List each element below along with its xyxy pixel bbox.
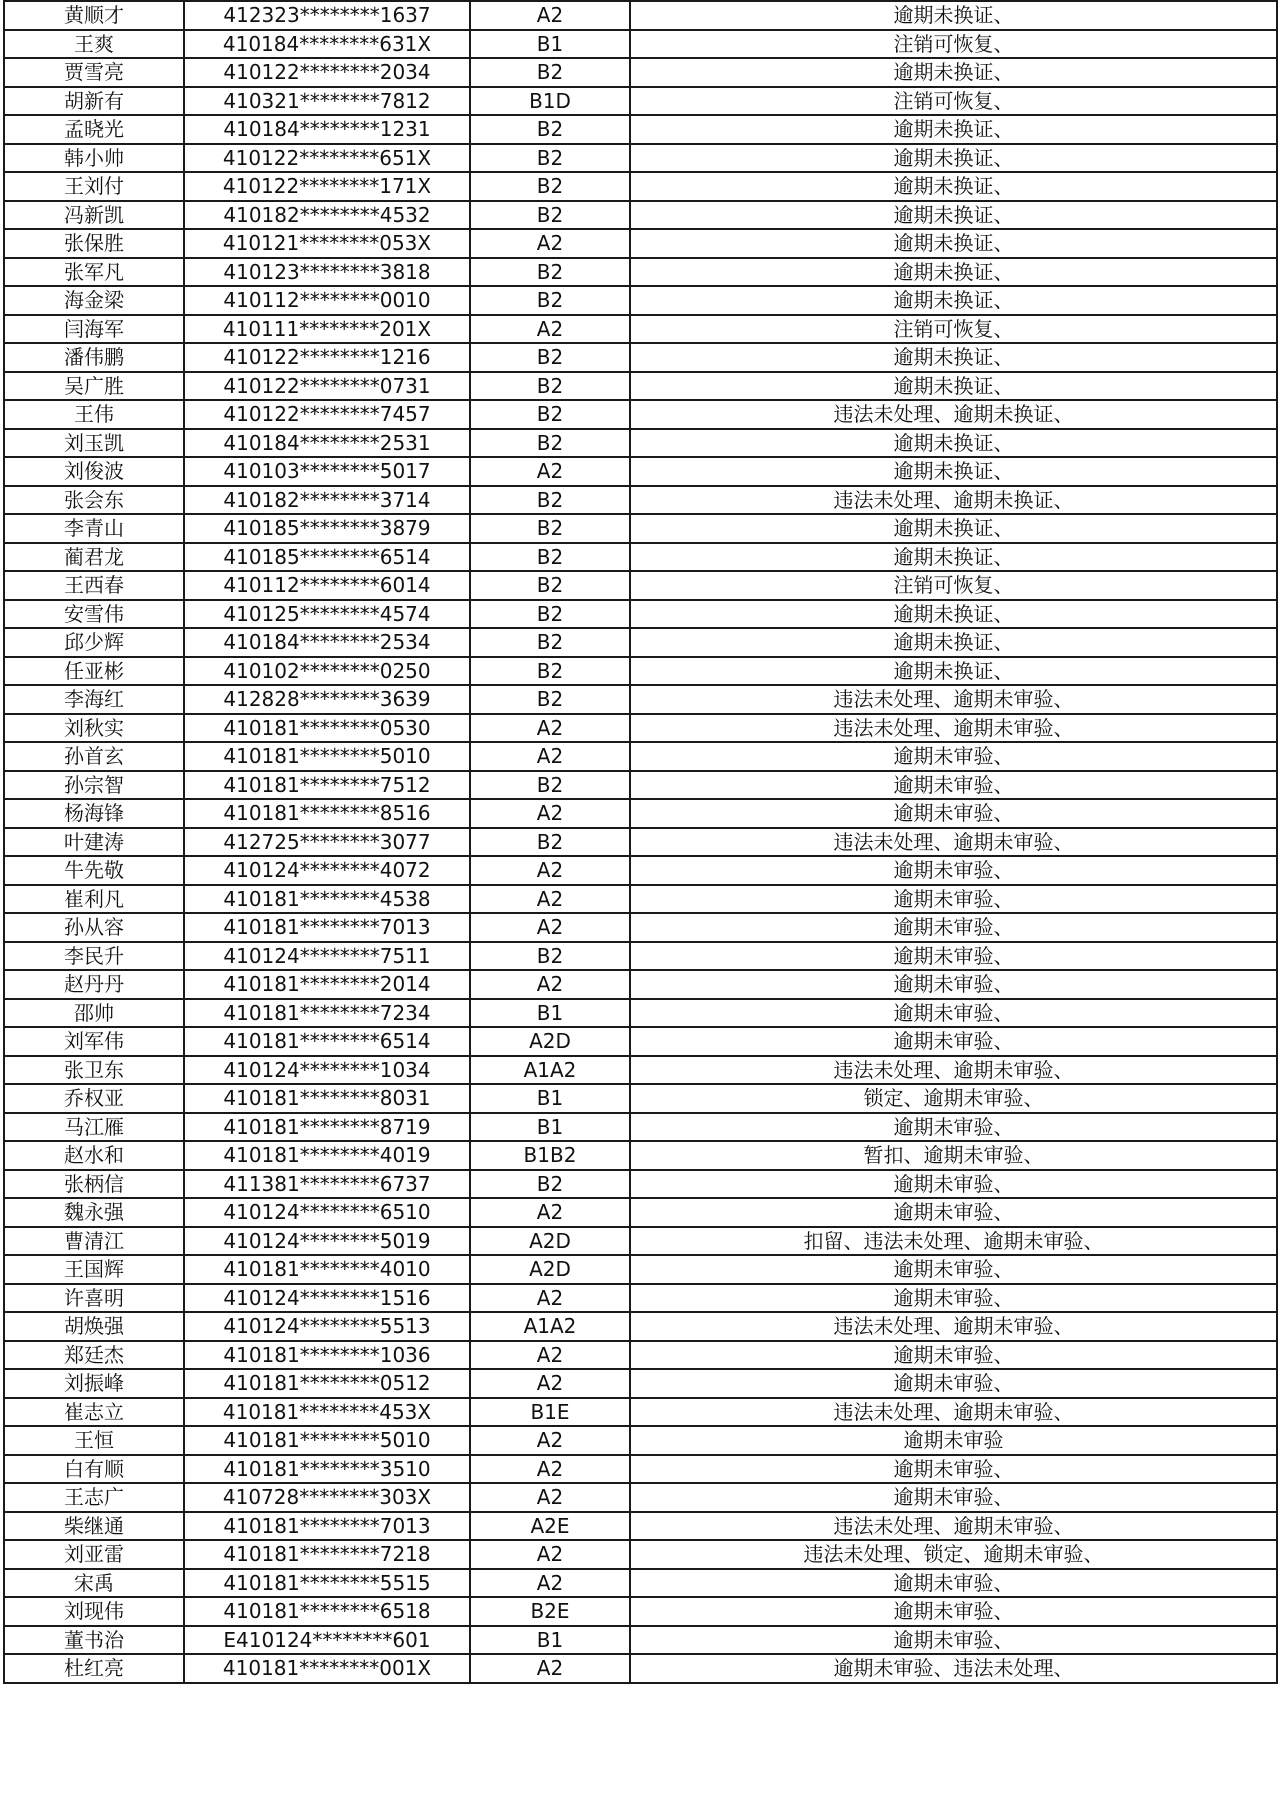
id-number-cell: 410181********4538 <box>184 885 470 914</box>
license-class-cell: B2 <box>470 429 630 458</box>
status-cell: 违法未处理、逾期未审验、 <box>630 1398 1277 1427</box>
status-cell: 暂扣、逾期未审验、 <box>630 1141 1277 1170</box>
name-cell: 王志广 <box>4 1483 184 1512</box>
status-cell: 逾期未审验、 <box>630 942 1277 971</box>
table-row <box>4 372 1277 401</box>
status-cell: 逾期未换证、 <box>630 600 1277 629</box>
name-cell: 潘伟鹏 <box>4 343 184 372</box>
license-class-cell: A2 <box>470 742 630 771</box>
table-row <box>4 1369 1277 1398</box>
name-cell: 孙宗智 <box>4 771 184 800</box>
name-cell: 张会东 <box>4 486 184 515</box>
table-row <box>4 1597 1277 1626</box>
table-row <box>4 286 1277 315</box>
status-cell: 违法未处理、逾期未换证、 <box>630 400 1277 429</box>
table-row <box>4 1426 1277 1455</box>
status-cell: 逾期未审验、 <box>630 799 1277 828</box>
table-row <box>4 1255 1277 1284</box>
license-class-cell: A2D <box>470 1255 630 1284</box>
table-row <box>4 999 1277 1028</box>
name-cell: 张保胜 <box>4 229 184 258</box>
id-number-cell: 412725********3077 <box>184 828 470 857</box>
table-row <box>4 657 1277 686</box>
id-number-cell: 410181********7218 <box>184 1540 470 1569</box>
name-cell: 王刘付 <box>4 172 184 201</box>
status-cell: 逾期未换证、 <box>630 172 1277 201</box>
license-class-cell: A2D <box>470 1027 630 1056</box>
status-cell: 逾期未审验、违法未处理、 <box>630 1654 1277 1683</box>
id-number-cell: 410181********4019 <box>184 1141 470 1170</box>
status-cell: 逾期未审验、 <box>630 1455 1277 1484</box>
name-cell: 王国辉 <box>4 1255 184 1284</box>
id-number-cell: 410121********053X <box>184 229 470 258</box>
table-row <box>4 1626 1277 1655</box>
table-row <box>4 1198 1277 1227</box>
name-cell: 吴广胜 <box>4 372 184 401</box>
name-cell: 刘秋实 <box>4 714 184 743</box>
status-cell: 逾期未换证、 <box>630 429 1277 458</box>
id-number-cell: 410182********4532 <box>184 201 470 230</box>
license-class-cell: A2 <box>470 1426 630 1455</box>
name-cell: 邵帅 <box>4 999 184 1028</box>
id-number-cell: 410124********1516 <box>184 1284 470 1313</box>
license-class-cell: B2 <box>470 486 630 515</box>
name-cell: 任亚彬 <box>4 657 184 686</box>
table-row <box>4 1569 1277 1598</box>
status-cell: 违法未处理、逾期未审验、 <box>630 1056 1277 1085</box>
status-cell: 逾期未审验、 <box>630 885 1277 914</box>
status-cell: 逾期未换证、 <box>630 229 1277 258</box>
license-class-cell: A2D <box>470 1227 630 1256</box>
name-cell: 王爽 <box>4 30 184 59</box>
status-cell: 逾期未换证、 <box>630 457 1277 486</box>
license-class-cell: B1B2 <box>470 1141 630 1170</box>
license-class-cell: B2 <box>470 400 630 429</box>
status-cell: 逾期未换证、 <box>630 372 1277 401</box>
table-row <box>4 229 1277 258</box>
status-cell: 注销可恢复、 <box>630 30 1277 59</box>
table-row <box>4 1341 1277 1370</box>
status-cell: 逾期未审验、 <box>630 1113 1277 1142</box>
table-row <box>4 742 1277 771</box>
license-class-cell: B2 <box>470 543 630 572</box>
status-cell: 注销可恢复、 <box>630 87 1277 116</box>
status-cell: 锁定、逾期未审验、 <box>630 1084 1277 1113</box>
table-row <box>4 457 1277 486</box>
table-row <box>4 115 1277 144</box>
status-cell: 逾期未换证、 <box>630 628 1277 657</box>
name-cell: 崔利凡 <box>4 885 184 914</box>
name-cell: 乔权亚 <box>4 1084 184 1113</box>
id-number-cell: 410184********2531 <box>184 429 470 458</box>
name-cell: 郑廷杰 <box>4 1341 184 1370</box>
name-cell: 闫海军 <box>4 315 184 344</box>
license-class-cell: B2E <box>470 1597 630 1626</box>
name-cell: 赵丹丹 <box>4 970 184 999</box>
name-cell: 孙首玄 <box>4 742 184 771</box>
table-row <box>4 258 1277 287</box>
license-status-table <box>3 0 1278 1684</box>
name-cell: 张军凡 <box>4 258 184 287</box>
table-row <box>4 1170 1277 1199</box>
license-class-cell: A2 <box>470 1483 630 1512</box>
status-cell: 违法未处理、逾期未审验、 <box>630 1512 1277 1541</box>
license-class-cell: B2 <box>470 372 630 401</box>
name-cell: 张柄信 <box>4 1170 184 1199</box>
table-row <box>4 486 1277 515</box>
id-number-cell: 410181********5515 <box>184 1569 470 1598</box>
table-row <box>4 1654 1277 1683</box>
license-class-cell: A2 <box>470 1455 630 1484</box>
name-cell: 刘玉凯 <box>4 429 184 458</box>
license-class-cell: A1A2 <box>470 1312 630 1341</box>
table-row <box>4 885 1277 914</box>
table-row <box>4 1227 1277 1256</box>
status-cell: 逾期未换证、 <box>630 144 1277 173</box>
id-number-cell: 410181********8719 <box>184 1113 470 1142</box>
status-cell: 逾期未换证、 <box>630 514 1277 543</box>
name-cell: 蔺君龙 <box>4 543 184 572</box>
license-class-cell: B2 <box>470 1170 630 1199</box>
name-cell: 刘俊波 <box>4 457 184 486</box>
table-row <box>4 600 1277 629</box>
status-cell: 逾期未审验、 <box>630 1170 1277 1199</box>
id-number-cell: 410181********7234 <box>184 999 470 1028</box>
name-cell: 冯新凯 <box>4 201 184 230</box>
license-class-cell: A2 <box>470 1341 630 1370</box>
license-class-cell: A2 <box>470 1654 630 1683</box>
status-cell: 逾期未审验、 <box>630 771 1277 800</box>
license-class-cell: A2 <box>470 970 630 999</box>
table-row <box>4 343 1277 372</box>
status-cell: 违法未处理、锁定、逾期未审验、 <box>630 1540 1277 1569</box>
name-cell: 胡焕强 <box>4 1312 184 1341</box>
table-row <box>4 201 1277 230</box>
status-cell: 逾期未审验、 <box>630 1284 1277 1313</box>
id-number-cell: 410182********3714 <box>184 486 470 515</box>
id-number-cell: 410124********7511 <box>184 942 470 971</box>
status-cell: 逾期未换证、 <box>630 343 1277 372</box>
license-class-cell: B2 <box>470 343 630 372</box>
id-number-cell: 410112********6014 <box>184 571 470 600</box>
name-cell: 胡新有 <box>4 87 184 116</box>
name-cell: 马江雁 <box>4 1113 184 1142</box>
table-row <box>4 1398 1277 1427</box>
name-cell: 刘现伟 <box>4 1597 184 1626</box>
id-number-cell: 410181********1036 <box>184 1341 470 1370</box>
name-cell: 邱少辉 <box>4 628 184 657</box>
id-number-cell: 410111********201X <box>184 315 470 344</box>
id-number-cell: 410181********5010 <box>184 1426 470 1455</box>
table-row <box>4 942 1277 971</box>
id-number-cell: 410124********5513 <box>184 1312 470 1341</box>
table-row <box>4 58 1277 87</box>
name-cell: 刘亚雷 <box>4 1540 184 1569</box>
table-row <box>4 144 1277 173</box>
table-row <box>4 172 1277 201</box>
license-class-cell: A2 <box>470 229 630 258</box>
id-number-cell: 410122********2034 <box>184 58 470 87</box>
table-row <box>4 514 1277 543</box>
table-row <box>4 1056 1277 1085</box>
table-row <box>4 799 1277 828</box>
license-class-cell: B2 <box>470 942 630 971</box>
license-class-cell: A2 <box>470 1369 630 1398</box>
id-number-cell: 410124********5019 <box>184 1227 470 1256</box>
license-class-cell: A2 <box>470 1284 630 1313</box>
name-cell: 柴继通 <box>4 1512 184 1541</box>
table-body <box>4 1 1277 1683</box>
id-number-cell: 410181********453X <box>184 1398 470 1427</box>
status-cell: 逾期未换证、 <box>630 543 1277 572</box>
table-row <box>4 1540 1277 1569</box>
license-class-cell: B1 <box>470 1113 630 1142</box>
id-number-cell: 410321********7812 <box>184 87 470 116</box>
license-class-cell: B1E <box>470 1398 630 1427</box>
name-cell: 李海红 <box>4 685 184 714</box>
license-class-cell: B2 <box>470 685 630 714</box>
id-number-cell: 410181********0530 <box>184 714 470 743</box>
name-cell: 许喜明 <box>4 1284 184 1313</box>
id-number-cell: 410122********1216 <box>184 343 470 372</box>
status-cell: 扣留、违法未处理、逾期未审验、 <box>630 1227 1277 1256</box>
id-number-cell: 410122********651X <box>184 144 470 173</box>
name-cell: 安雪伟 <box>4 600 184 629</box>
name-cell: 杜红亮 <box>4 1654 184 1683</box>
name-cell: 黄顺才 <box>4 1 184 30</box>
id-number-cell: 410122********0731 <box>184 372 470 401</box>
id-number-cell: 410181********0512 <box>184 1369 470 1398</box>
license-class-cell: B1 <box>470 1626 630 1655</box>
id-number-cell: 410181********7013 <box>184 1512 470 1541</box>
license-class-cell: B1 <box>470 30 630 59</box>
name-cell: 魏永强 <box>4 1198 184 1227</box>
table-row <box>4 1312 1277 1341</box>
status-cell: 逾期未审验 <box>630 1426 1277 1455</box>
table-row <box>4 1027 1277 1056</box>
table-row <box>4 30 1277 59</box>
id-number-cell: 410181********5010 <box>184 742 470 771</box>
status-cell: 逾期未换证、 <box>630 58 1277 87</box>
license-class-cell: A2 <box>470 1 630 30</box>
table-row <box>4 571 1277 600</box>
status-cell: 逾期未审验、 <box>630 1626 1277 1655</box>
table-row <box>4 1141 1277 1170</box>
status-cell: 逾期未换证、 <box>630 115 1277 144</box>
license-class-cell: B2 <box>470 600 630 629</box>
name-cell: 董书治 <box>4 1626 184 1655</box>
table-row <box>4 429 1277 458</box>
id-number-cell: 410122********171X <box>184 172 470 201</box>
table-row <box>4 543 1277 572</box>
license-class-cell: B2 <box>470 514 630 543</box>
status-cell: 逾期未换证、 <box>630 258 1277 287</box>
status-cell: 注销可恢复、 <box>630 315 1277 344</box>
name-cell: 王伟 <box>4 400 184 429</box>
status-cell: 逾期未换证、 <box>630 286 1277 315</box>
status-cell: 逾期未审验、 <box>630 1569 1277 1598</box>
status-cell: 逾期未换证、 <box>630 201 1277 230</box>
id-number-cell: 410181********8516 <box>184 799 470 828</box>
table-row <box>4 315 1277 344</box>
id-number-cell: 410181********4010 <box>184 1255 470 1284</box>
license-class-cell: A2 <box>470 885 630 914</box>
table-row <box>4 970 1277 999</box>
table-row <box>4 685 1277 714</box>
license-class-cell: B2 <box>470 571 630 600</box>
license-class-cell: B1 <box>470 999 630 1028</box>
name-cell: 牛先敬 <box>4 856 184 885</box>
id-number-cell: 410185********6514 <box>184 543 470 572</box>
status-cell: 逾期未审验、 <box>630 742 1277 771</box>
id-number-cell: 410181********7013 <box>184 913 470 942</box>
name-cell: 曹清江 <box>4 1227 184 1256</box>
license-class-cell: A2 <box>470 856 630 885</box>
status-cell: 逾期未换证、 <box>630 657 1277 686</box>
name-cell: 崔志立 <box>4 1398 184 1427</box>
status-cell: 逾期未审验、 <box>630 913 1277 942</box>
table-row <box>4 628 1277 657</box>
table-row <box>4 87 1277 116</box>
license-class-cell: B1 <box>470 1084 630 1113</box>
table-row <box>4 1483 1277 1512</box>
table-row <box>4 1 1277 30</box>
table-row <box>4 1284 1277 1313</box>
license-class-cell: A2 <box>470 1198 630 1227</box>
status-cell: 逾期未审验、 <box>630 1198 1277 1227</box>
id-number-cell: 410181********6514 <box>184 1027 470 1056</box>
name-cell: 张卫东 <box>4 1056 184 1085</box>
status-cell: 逾期未审验、 <box>630 999 1277 1028</box>
status-cell: 违法未处理、逾期未审验、 <box>630 685 1277 714</box>
license-class-cell: B2 <box>470 628 630 657</box>
license-class-cell: A2 <box>470 913 630 942</box>
table-row <box>4 1113 1277 1142</box>
name-cell: 白有顺 <box>4 1455 184 1484</box>
license-class-cell: A1A2 <box>470 1056 630 1085</box>
license-class-cell: A2 <box>470 714 630 743</box>
license-class-cell: B2 <box>470 144 630 173</box>
id-number-cell: 410181********8031 <box>184 1084 470 1113</box>
table-row <box>4 1455 1277 1484</box>
name-cell: 孙从容 <box>4 913 184 942</box>
license-class-cell: B2 <box>470 286 630 315</box>
license-class-cell: B2 <box>470 201 630 230</box>
license-class-cell: B2 <box>470 771 630 800</box>
id-number-cell: 410181********001X <box>184 1654 470 1683</box>
id-number-cell: 410103********5017 <box>184 457 470 486</box>
id-number-cell: 410102********0250 <box>184 657 470 686</box>
status-cell: 逾期未审验、 <box>630 1255 1277 1284</box>
name-cell: 李青山 <box>4 514 184 543</box>
table-row <box>4 1084 1277 1113</box>
status-cell: 逾期未换证、 <box>630 1 1277 30</box>
id-number-cell: 410181********3510 <box>184 1455 470 1484</box>
license-class-cell: B2 <box>470 115 630 144</box>
name-cell: 叶建涛 <box>4 828 184 857</box>
id-number-cell: 411381********6737 <box>184 1170 470 1199</box>
status-cell: 违法未处理、逾期未审验、 <box>630 714 1277 743</box>
status-cell: 违法未处理、逾期未换证、 <box>630 486 1277 515</box>
id-number-cell: 410122********7457 <box>184 400 470 429</box>
id-number-cell: 410181********7512 <box>184 771 470 800</box>
status-cell: 逾期未审验、 <box>630 1341 1277 1370</box>
license-class-cell: A2E <box>470 1512 630 1541</box>
name-cell: 贾雪亮 <box>4 58 184 87</box>
name-cell: 王西春 <box>4 571 184 600</box>
status-cell: 逾期未审验、 <box>630 970 1277 999</box>
status-cell: 逾期未审验、 <box>630 1369 1277 1398</box>
id-number-cell: 410125********4574 <box>184 600 470 629</box>
id-number-cell: 412323********1637 <box>184 1 470 30</box>
name-cell: 王恒 <box>4 1426 184 1455</box>
name-cell: 赵水和 <box>4 1141 184 1170</box>
license-class-cell: A2 <box>470 799 630 828</box>
license-class-cell: B2 <box>470 58 630 87</box>
id-number-cell: 410184********1231 <box>184 115 470 144</box>
name-cell: 韩小帅 <box>4 144 184 173</box>
license-class-cell: A2 <box>470 315 630 344</box>
id-number-cell: 410728********303X <box>184 1483 470 1512</box>
name-cell: 宋禹 <box>4 1569 184 1598</box>
status-cell: 逾期未审验、 <box>630 1597 1277 1626</box>
license-class-cell: A2 <box>470 457 630 486</box>
status-cell: 违法未处理、逾期未审验、 <box>630 828 1277 857</box>
table-row <box>4 913 1277 942</box>
table-row <box>4 1512 1277 1541</box>
table-row <box>4 856 1277 885</box>
license-class-cell: B2 <box>470 657 630 686</box>
status-cell: 逾期未审验、 <box>630 1027 1277 1056</box>
license-class-cell: A2 <box>470 1569 630 1598</box>
id-number-cell: 410184********631X <box>184 30 470 59</box>
id-number-cell: 410124********6510 <box>184 1198 470 1227</box>
table-row <box>4 828 1277 857</box>
id-number-cell: 410112********0010 <box>184 286 470 315</box>
id-number-cell: 410124********1034 <box>184 1056 470 1085</box>
name-cell: 杨海锋 <box>4 799 184 828</box>
name-cell: 刘军伟 <box>4 1027 184 1056</box>
table-row <box>4 714 1277 743</box>
license-class-cell: A2 <box>470 1540 630 1569</box>
license-class-cell: B1D <box>470 87 630 116</box>
license-class-cell: B2 <box>470 258 630 287</box>
status-cell: 逾期未审验、 <box>630 1483 1277 1512</box>
id-number-cell: 410181********2014 <box>184 970 470 999</box>
id-number-cell: 412828********3639 <box>184 685 470 714</box>
id-number-cell: E410124********601 <box>184 1626 470 1655</box>
license-class-cell: B2 <box>470 172 630 201</box>
name-cell: 刘振峰 <box>4 1369 184 1398</box>
name-cell: 海金梁 <box>4 286 184 315</box>
status-cell: 注销可恢复、 <box>630 571 1277 600</box>
id-number-cell: 410185********3879 <box>184 514 470 543</box>
table-row <box>4 771 1277 800</box>
status-cell: 逾期未审验、 <box>630 856 1277 885</box>
status-cell: 违法未处理、逾期未审验、 <box>630 1312 1277 1341</box>
id-number-cell: 410124********4072 <box>184 856 470 885</box>
id-number-cell: 410184********2534 <box>184 628 470 657</box>
table-row <box>4 400 1277 429</box>
license-class-cell: B2 <box>470 828 630 857</box>
name-cell: 李民升 <box>4 942 184 971</box>
id-number-cell: 410181********6518 <box>184 1597 470 1626</box>
name-cell: 孟晓光 <box>4 115 184 144</box>
id-number-cell: 410123********3818 <box>184 258 470 287</box>
